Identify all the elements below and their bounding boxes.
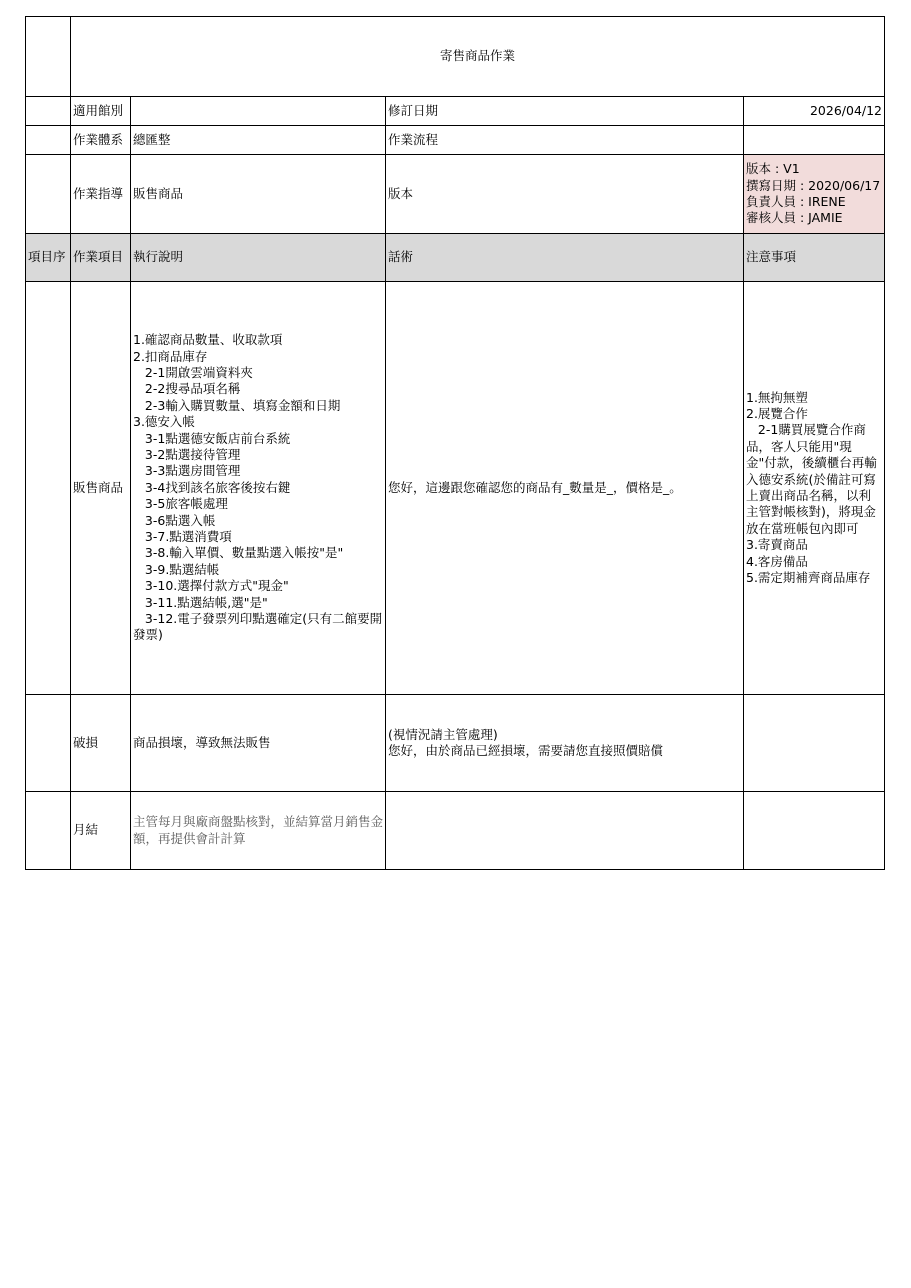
row-steps: 商品損壞，導致無法販售	[131, 695, 386, 792]
row-script: 您好，這邊跟您確認您的商品有_數量是_，價格是_。	[386, 282, 744, 695]
header-script: 話術	[386, 234, 744, 282]
revision-date: 2026/04/12	[744, 97, 885, 126]
table-row	[26, 282, 885, 695]
info-row-guide	[26, 155, 885, 234]
header-steps: 執行說明	[131, 234, 386, 282]
column-header-row	[26, 234, 885, 282]
revision-label: 修訂日期	[386, 97, 744, 126]
version-details: 版本 : V1 撰寫日期 : 2020/06/17 負責人員 : IRENE 審核人員 : JAMIE	[744, 155, 885, 234]
branch-value	[131, 97, 386, 126]
row-notes: 1.無拘無塑 2.展覽合作 2-1購買展覽合作商品，客人只能用"現金"付款，後續櫃台再輸入德安系統(於備註可寫上賣出商品名稱，以利主管對帳核對)，將現金放在當班帳包內即可 3.寄賣商品 4.客房備品 5.需定期補齊商品庫存	[744, 282, 885, 695]
guide-value: 販售商品	[131, 155, 386, 234]
version-label: 版本	[386, 155, 744, 234]
header-notes: 注意事項	[744, 234, 885, 282]
table-row	[26, 792, 885, 870]
row-seq	[26, 695, 71, 792]
row-steps: 1.確認商品數量、收取款項 2.扣商品庫存 2-1開啟雲端資料夾 2-2搜尋品項名稱 2-3輸入購買數量、填寫金額和日期 3.德安入帳 3-1點選德安飯店前台系統 3-2點選接待管理 3-3點選房間管理 3-4找到該名旅客後按右鍵 3-5旅客帳處理 3-6點選入帳 3-7.點選消費項 3-8.輸入單價、數量點選入帳按"是" 3-9.點選結帳 3-10.選擇付款方式"現金" 3-11.點選結帳,選"是" 3-12.電子發票列印點選確定(只有二館要開發票)	[131, 282, 386, 695]
info-blank-cell	[26, 126, 71, 155]
branch-label: 適用館別	[71, 97, 131, 126]
info-row-branch	[26, 97, 885, 126]
header-item: 作業項目	[71, 234, 131, 282]
row-item: 月結	[71, 792, 131, 870]
row-steps: 主管每月與廠商盤點核對，並結算當月銷售金額，再提供會計計算	[131, 792, 386, 870]
row-script	[386, 792, 744, 870]
row-seq	[26, 792, 71, 870]
guide-label: 作業指導	[71, 155, 131, 234]
page-title: 寄售商品作業	[71, 17, 885, 97]
header-seq: 項目序	[26, 234, 71, 282]
row-script: (視情況請主管處理) 您好，由於商品已經損壞，需要請您直接照價賠償	[386, 695, 744, 792]
system-label: 作業體系	[71, 126, 131, 155]
flow-label: 作業流程	[386, 126, 744, 155]
sop-sheet	[25, 16, 885, 870]
row-seq	[26, 282, 71, 695]
row-notes	[744, 695, 885, 792]
info-blank-cell	[26, 97, 71, 126]
title-blank-cell	[26, 17, 71, 97]
row-notes	[744, 792, 885, 870]
system-value: 總匯整	[131, 126, 386, 155]
info-row-system	[26, 126, 885, 155]
row-item: 販售商品	[71, 282, 131, 695]
table-row	[26, 695, 885, 792]
info-blank-cell	[26, 155, 71, 234]
flow-value	[744, 126, 885, 155]
row-item: 破損	[71, 695, 131, 792]
title-row	[26, 17, 885, 97]
